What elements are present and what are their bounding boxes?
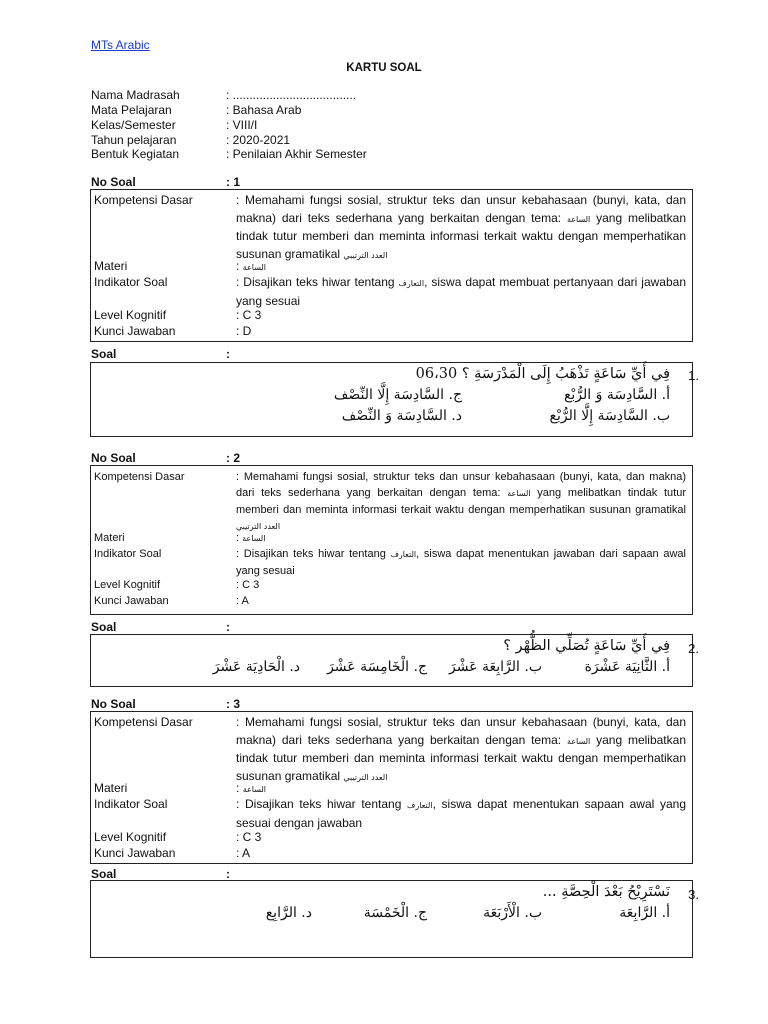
no-soal-label: No Soal [91, 451, 136, 465]
soal-colon: : [226, 867, 230, 881]
question-stem: فِي أَيِّ سَاعَةٍ تَذْهَبُ إِلَى الْمَدْرَسَةِ ؟ 06،30 [415, 366, 670, 382]
option-c[interactable]: ج. الْخَامِسَة عَشْرَ [327, 659, 427, 675]
option-a[interactable]: أ. السَّادِسَة وَ الرُّبْع [563, 387, 670, 403]
arabic-term: التعارف [407, 801, 433, 810]
kunci-value: : D [236, 324, 252, 338]
kunci-label: Kunci Jawaban [94, 595, 169, 607]
arabic-term: الساعة [242, 534, 266, 543]
question-card-3 [90, 711, 693, 864]
question-stem: نَسْتَرِيْحُ بَعْدَ الْحِصَّةِ ... [542, 884, 670, 900]
option-d[interactable]: د. الرَّابِع [265, 905, 312, 921]
kunci-label: Kunci Jawaban [94, 846, 176, 860]
question-box-1 [90, 362, 699, 437]
question-number: 3. [688, 887, 699, 902]
kd-text-a: : Memahami fungsi sosial, struktur teks dan unsur kebahasaan (bunyi, kata, dan makna) dari teks sederhana yang berkaitan dengan tema: [236, 193, 686, 225]
kd-label: Kompetensi Dasar [94, 471, 185, 483]
colon: : [236, 781, 240, 795]
identity-label: Tahun pelajaran [91, 133, 177, 147]
identity-row [91, 118, 257, 133]
indikator-label: Indikator Soal [94, 275, 168, 289]
option-a[interactable]: أ. الثَّانِيَة عَشْرَة [584, 659, 670, 675]
question-box-2 [90, 634, 699, 687]
soal-label: Soal [91, 867, 117, 881]
question-number: 2. [688, 641, 699, 656]
doc-title: KARTU SOAL [346, 62, 422, 74]
level-value: : C 3 [236, 579, 260, 591]
level-label: Level Kognitif [94, 308, 167, 322]
indikator-b: , siswa dapat menentukan sapaan awal yang sesuai dengan jawaban [236, 797, 686, 830]
arabic-term: الساعة [507, 489, 531, 498]
indikator-text [236, 274, 686, 310]
level-value: : C 3 [236, 830, 262, 844]
arabic-term: التعارف [390, 550, 417, 559]
option-c[interactable]: ج. السَّادِسَة إِلَّا النِّصْف [333, 387, 462, 403]
option-d[interactable]: د. الْحَادِيَة عَشْرَ [212, 659, 300, 675]
materi-label: Materi [94, 259, 128, 273]
indikator-label: Indikator Soal [94, 797, 168, 811]
kd-text-b: yang melibatkan tindak tutur memberi dan meminta informasi terkait waktu dengan memperhatikan susunan gramatikal [236, 487, 687, 516]
identity-row [91, 88, 356, 103]
kd-text [236, 192, 686, 264]
indikator-text [236, 796, 686, 832]
arabic-term: الساعة [242, 785, 266, 794]
kd-text [236, 469, 686, 535]
question-box-3 [90, 880, 699, 958]
no-soal-value: : 2 [226, 451, 241, 465]
kd-label: Kompetensi Dasar [94, 193, 193, 207]
indikator-text [236, 546, 686, 579]
identity-value: : ..................................... [226, 88, 357, 102]
colon: : [236, 532, 240, 544]
identity-row [91, 103, 301, 118]
option-b[interactable]: ب. الرَّابِعَة عَشْرَ [448, 659, 542, 675]
colon: : [236, 259, 240, 273]
arabic-term: العدد الترتيبي [236, 522, 281, 531]
arabic-term: الساعة [566, 736, 591, 746]
soal-colon: : [226, 347, 230, 361]
option-a[interactable]: أ. الرَّابِعَة [619, 905, 670, 921]
identity-label: Kelas/Semester [91, 118, 176, 132]
identity-value: : Bahasa Arab [226, 103, 302, 117]
indikator-a: : Disajikan teks hiwar tentang [236, 548, 391, 560]
arabic-term: العدد الترتيبي [343, 772, 388, 782]
soal-colon: : [226, 620, 230, 634]
kd-label: Kompetensi Dasar [94, 715, 193, 729]
kd-text-b: yang melibatkan tindak tutur memberi dan meminta informasi terkait waktu dengan memperhatikan susunan gramatikal [236, 210, 686, 261]
option-b[interactable]: ب. الْأَرْبَعَة [483, 905, 542, 921]
indikator-b: , siswa dapat menentukan jawaban dari sapaan awal yang sesuai [236, 548, 686, 577]
kd-text [236, 714, 686, 786]
arabic-term: التعارف [398, 279, 425, 288]
materi-label: Materi [94, 781, 128, 795]
identity-value: : 2020-2021 [226, 133, 291, 147]
soal-label: Soal [91, 620, 117, 634]
soal-label: Soal [91, 347, 117, 361]
arabic-term: العدد الترتيبي [343, 250, 388, 260]
question-stem: فِي أَيِّ سَاعَةٍ تُصَلِّي الظُّهْر ؟ [503, 638, 670, 654]
identity-value: : VIII/I [226, 118, 258, 132]
identity-value: : Penilaian Akhir Semester [226, 147, 367, 161]
materi-label: Materi [94, 532, 125, 544]
materi-value [236, 530, 686, 547]
kd-text-a: : Memahami fungsi sosial, struktur teks dan unsur kebahasaan (bunyi, kata, dan makna) dari teks sederhana yang berkaitan dengan tema: [236, 715, 686, 747]
kunci-label: Kunci Jawaban [94, 324, 176, 338]
kunci-value: : A [236, 846, 251, 860]
kd-text-b: yang melibatkan tindak tutur memberi dan meminta informasi terkait waktu dengan memperhatikan susunan gramatikal [236, 732, 686, 783]
level-label: Level Kognitif [94, 830, 167, 844]
question-card-2 [90, 465, 693, 615]
indikator-a: : Disajikan teks hiwar tentang [236, 797, 408, 811]
level-label: Level Kognitif [94, 579, 161, 591]
identity-row [91, 133, 290, 148]
arabic-term: الساعة [566, 214, 591, 224]
no-soal-label: No Soal [91, 697, 136, 711]
level-value: : C 3 [236, 308, 262, 322]
no-soal-value: : 3 [226, 697, 241, 711]
option-d[interactable]: د. السَّادِسَة وَ النِّصْف [341, 408, 462, 424]
kunci-value: : A [236, 595, 249, 607]
question-card-1 [90, 189, 693, 342]
mts-arabic-link[interactable]: MTs Arabic [91, 38, 150, 52]
option-b[interactable]: ب. السَّادِسَة إِلَّا الرُّبْع [549, 408, 670, 424]
no-soal-label: No Soal [91, 175, 136, 189]
indikator-label: Indikator Soal [94, 548, 162, 560]
identity-label: Nama Madrasah [91, 88, 180, 102]
identity-row [91, 147, 367, 162]
indikator-b: , siswa dapat membuat pertanyaan dari jawaban yang sesuai [236, 275, 686, 308]
arabic-term: الساعة [242, 263, 266, 272]
no-soal-value: : 1 [226, 175, 241, 189]
identity-label: Mata Pelajaran [91, 103, 172, 117]
indikator-a: : Disajikan teks hiwar tentang [236, 275, 399, 289]
option-c[interactable]: ج. الْخَمْسَة [363, 905, 427, 921]
question-number: 1. [688, 368, 699, 383]
kd-text-a: : Memahami fungsi sosial, struktur teks dan unsur kebahasaan (bunyi, kata, dan makna) dari teks sederhana yang berkaitan dengan tema: [236, 471, 686, 499]
identity-label: Bentuk Kegiatan [91, 147, 180, 161]
